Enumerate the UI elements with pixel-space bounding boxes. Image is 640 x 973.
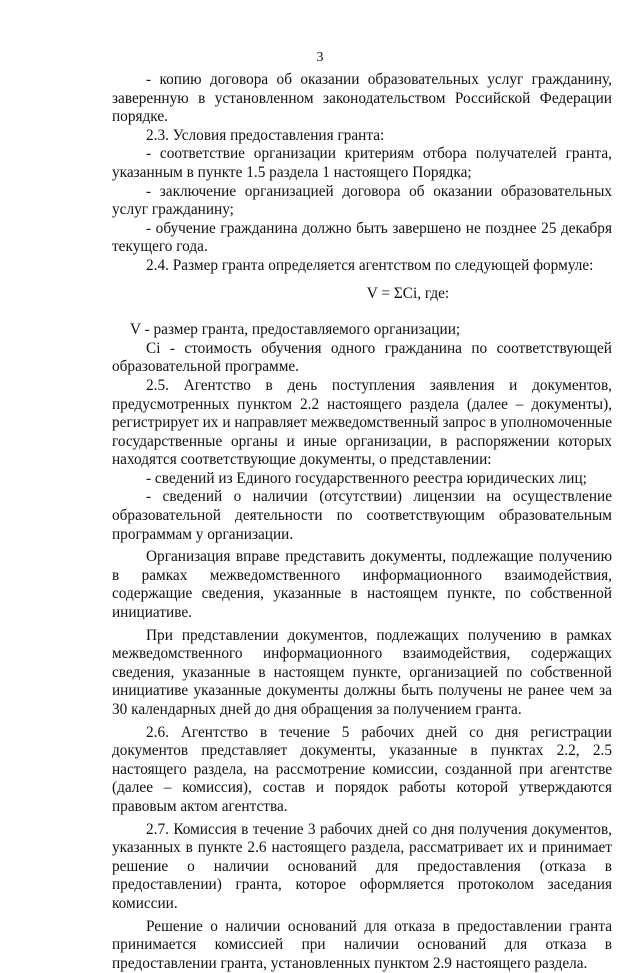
list-item: - сведений о наличии (отсутствии) лицензии на осуществление образовательной деятельности по соответствующим образовательным программам у организации. (112, 488, 612, 543)
paragraph: Организация вправе представить документы, подлежащие получению в рамках межведомственного информационного взаимодействия, содержащие сведения, указанные в настоящем пункте, по собственной инициативе. (112, 548, 612, 622)
paragraph: - копию договора об оказании образовательных услуг гражданину, заверенную в установленном законодательством Российской Федерации порядке. (112, 71, 612, 126)
section-2-7: 2.7. Комиссия в течение 3 рабочих дней со дня получения документов, указанных в пункте 2.6 настоящего раздела, рассматривает их и принимает решение о наличии оснований для предоставления (отказа в предоставлении) гранта, которое оформляется протоколом заседания комиссии. (112, 820, 612, 912)
section-heading-2-3: 2.3. Условия предоставления гранта: (146, 126, 385, 144)
list-item: - сведений из Единого государственного реестра юридических лиц; (146, 469, 587, 487)
page-number: 3 (316, 50, 324, 65)
definition: Ci - стоимость обучения одного гражданина по соответствующей образовательной программе. (112, 339, 612, 376)
paragraph: - соответствие организации критериям отбора получателей гранта, указанным в пункте 1.5 раздела 1 настоящего Порядка; (112, 145, 612, 181)
document-body (112, 71, 612, 973)
paragraph: - заключение организацией договора об оказании образовательных услуг гражданину; (112, 182, 612, 219)
paragraph: Решение о наличии оснований для отказа в предоставлении гранта принимается комиссией при наличии оснований для отказа в предоставлении гранта, установленных пунктом 2.9 настоящего раздела. (112, 917, 612, 972)
paragraph: При представлении документов, подлежащих получению в рамках межведомственного информационного взаимодействия, содержащих сведения, указанные в настоящем пункте, организацией по собственной инициативе указанные документы должны быть получены не ранее чем за 30 календарных дней до дня обращения за получением гранта. (112, 626, 612, 718)
formula: V = ΣCi, где: (366, 284, 450, 302)
definition: V - размер гранта, предоставляемого организации; (130, 321, 461, 339)
section-2-5: 2.5. Агентство в день поступления заявления и документов, предусмотренных пунктом 2.2 настоящего раздела (далее – документы), регистрирует их и направляет межведомственный запрос в уполномоченные государственные органы и иные организации, в распоряжении которых находятся соответствующие документы, о представлении: (112, 376, 612, 469)
section-heading-2-4: 2.4. Размер гранта определяется агентством по следующей формуле: (146, 256, 594, 274)
paragraph: - обучение гражданина должно быть завершено не позднее 25 декабря текущего года. (112, 219, 612, 256)
section-2-6: 2.6. Агентство в течение 5 рабочих дней со дня регистрации документов представляет документы, указанные в пунктах 2.2, 2.5 настоящего раздела, на рассмотрение комиссии, созданной при агентстве (далее – комиссия), состав и порядок работы которой утверждаются правовым актом агентства. (112, 723, 612, 815)
